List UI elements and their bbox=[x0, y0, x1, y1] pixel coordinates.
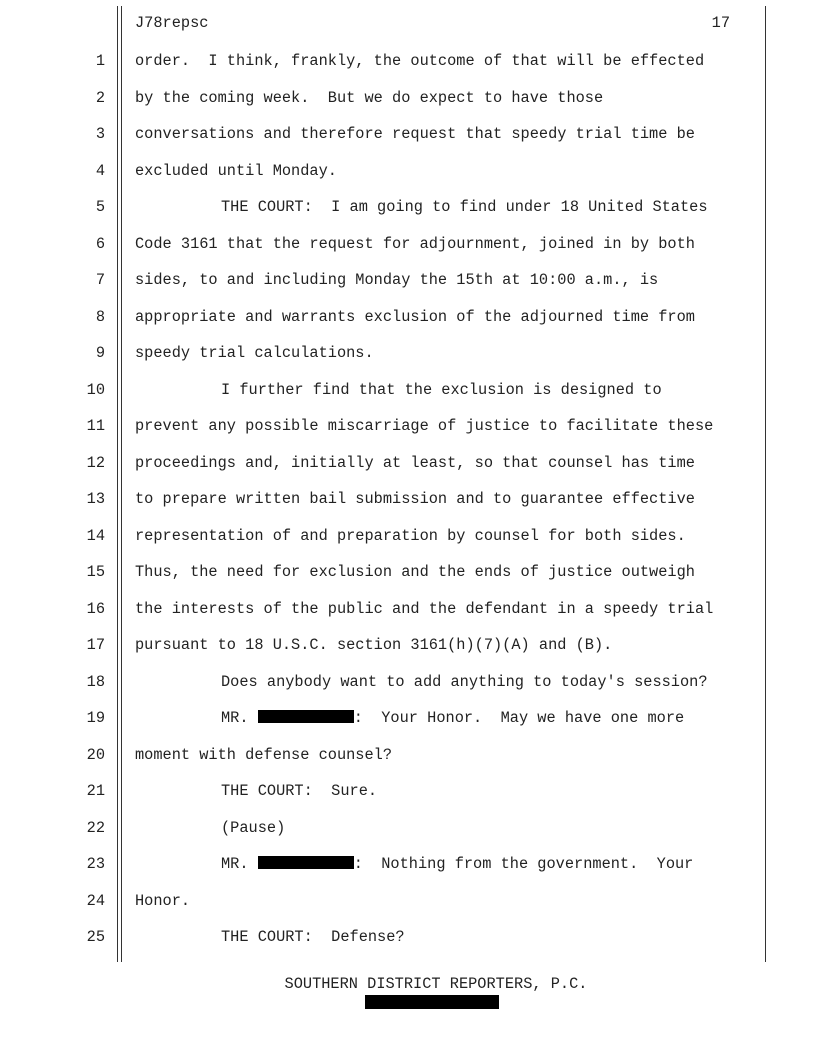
line-text: by the coming week. But we do expect to have those bbox=[135, 88, 604, 107]
line-text: appropriate and warrants exclusion of the adjourned time from bbox=[135, 307, 695, 326]
transcript-line bbox=[0, 197, 816, 234]
line-number: 10 bbox=[86, 380, 105, 399]
line-text: Does anybody want to add anything to today's session? bbox=[221, 672, 708, 691]
transcript-line bbox=[0, 161, 816, 198]
reporter-footer: SOUTHERN DISTRICT REPORTERS, P.C. bbox=[284, 975, 588, 993]
transcript-line bbox=[0, 781, 816, 818]
transcript-line bbox=[0, 88, 816, 125]
line-text: prevent any possible miscarriage of justice to facilitate these bbox=[135, 417, 714, 435]
transcript-line bbox=[0, 307, 816, 344]
line-number: 7 bbox=[95, 271, 105, 289]
transcript-line bbox=[0, 745, 816, 782]
line-number: 9 bbox=[95, 344, 105, 362]
line-number: 12 bbox=[86, 453, 105, 472]
line-number: 1 bbox=[95, 52, 105, 70]
redaction-bar bbox=[258, 856, 354, 869]
speaker-remark: : Your Honor. May we have one more bbox=[353, 709, 685, 727]
line-number: 11 bbox=[86, 417, 105, 435]
line-number: 4 bbox=[95, 161, 105, 180]
line-number: 20 bbox=[86, 745, 105, 764]
transcript-line bbox=[0, 927, 816, 964]
line-number: 8 bbox=[95, 307, 105, 326]
transcript-line bbox=[0, 270, 816, 307]
transcript-line bbox=[0, 818, 816, 855]
transcript-line bbox=[0, 453, 816, 490]
line-number: 18 bbox=[86, 672, 105, 691]
line-number: 13 bbox=[86, 490, 105, 508]
line-text: the interests of the public and the defendant in a speedy trial bbox=[135, 599, 714, 618]
transcript-line bbox=[0, 489, 816, 526]
speaker-prefix: MR. bbox=[221, 709, 258, 727]
transcript-line bbox=[0, 124, 816, 161]
line-text: THE COURT: Defense? bbox=[221, 928, 405, 946]
line-number: 16 bbox=[86, 599, 105, 618]
line-text: excluded until Monday. bbox=[135, 161, 337, 180]
line-number: 24 bbox=[86, 891, 105, 910]
transcript-line bbox=[0, 854, 816, 891]
transcript-line bbox=[0, 635, 816, 672]
line-text: pursuant to 18 U.S.C. section 3161(h)(7)(A) and (B). bbox=[135, 636, 613, 654]
transcript-line bbox=[0, 380, 816, 417]
speaker-prefix: MR. bbox=[221, 855, 258, 873]
line-text: speedy trial calculations. bbox=[135, 344, 374, 362]
transcript-line bbox=[0, 599, 816, 636]
line-text bbox=[135, 854, 693, 874]
line-number: 14 bbox=[86, 526, 105, 545]
line-number: 15 bbox=[86, 563, 105, 581]
transcript-id: J78repsc bbox=[135, 14, 209, 32]
line-number: 17 bbox=[86, 636, 105, 654]
redaction-bar bbox=[258, 710, 354, 723]
line-text: THE COURT: Sure. bbox=[221, 782, 378, 800]
transcript-line bbox=[0, 526, 816, 563]
transcript-line bbox=[0, 234, 816, 271]
page-number: 17 bbox=[711, 14, 730, 32]
speaker-remark: : Nothing from the government. Your bbox=[353, 855, 694, 873]
line-text: moment with defense counsel? bbox=[135, 745, 393, 764]
line-text: to prepare written bail submission and to guarantee effective bbox=[135, 490, 695, 508]
transcript-line bbox=[0, 708, 816, 745]
line-number: 25 bbox=[86, 928, 105, 946]
line-number: 6 bbox=[95, 234, 105, 253]
transcript-line bbox=[0, 562, 816, 599]
footer-redaction-bar bbox=[365, 995, 499, 1009]
transcript-line bbox=[0, 343, 816, 380]
line-text bbox=[135, 708, 684, 728]
line-number: 5 bbox=[95, 198, 105, 216]
line-number: 21 bbox=[86, 782, 105, 800]
line-text: conversations and therefore request that speedy trial time be bbox=[135, 125, 695, 143]
line-text: sides, to and including Monday the 15th at 10:00 a.m., is bbox=[135, 271, 659, 289]
line-text: Code 3161 that the request for adjournment, joined in by both bbox=[135, 234, 695, 253]
transcript-line bbox=[0, 51, 816, 88]
line-number: 22 bbox=[86, 818, 105, 837]
line-number: 23 bbox=[86, 855, 105, 873]
line-text: (Pause) bbox=[221, 818, 286, 837]
transcript-line bbox=[0, 416, 816, 453]
line-number: 3 bbox=[95, 125, 105, 143]
transcript-line bbox=[0, 891, 816, 928]
line-number: 2 bbox=[95, 88, 105, 107]
line-text: Honor. bbox=[135, 891, 191, 910]
line-text: order. I think, frankly, the outcome of that will be effected bbox=[135, 52, 705, 70]
transcript-line bbox=[0, 672, 816, 709]
line-text: proceedings and, initially at least, so that counsel has time bbox=[135, 453, 695, 472]
line-text: I further find that the exclusion is designed to bbox=[221, 380, 662, 399]
line-text: THE COURT: I am going to find under 18 United States bbox=[221, 198, 708, 216]
line-text: Thus, the need for exclusion and the ends of justice outweigh bbox=[135, 563, 695, 581]
transcript-body bbox=[0, 51, 816, 964]
line-text: representation of and preparation by counsel for both sides. bbox=[135, 526, 686, 545]
line-number: 19 bbox=[86, 709, 105, 727]
